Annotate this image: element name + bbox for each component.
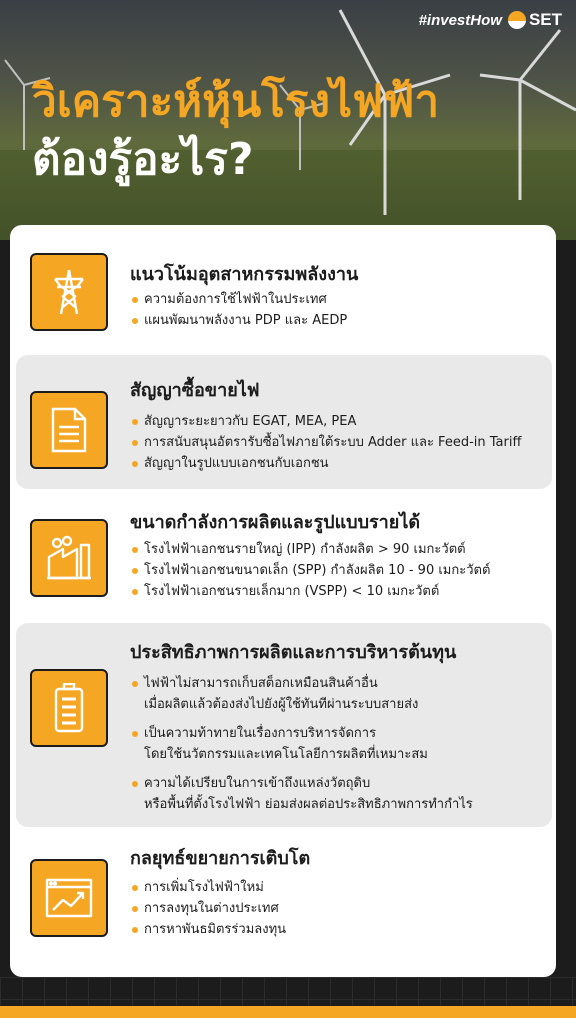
list-item: การลงทุนในต่างประเทศ <box>130 898 286 919</box>
section-heading: ขนาดกำลังการผลิตและรูปแบบรายได้ <box>130 512 421 533</box>
list-item: แผนพัฒนาพลังงาน PDP และ AEDP <box>130 310 347 331</box>
page-subtitle: ต้องรู้อะไร? <box>32 134 254 185</box>
brand-header <box>419 10 562 30</box>
bullet-list <box>130 539 490 602</box>
section-efficiency-cost <box>16 623 552 827</box>
list-item: การหาพันธมิตรร่วมลงทุน <box>130 919 286 940</box>
factory-icon <box>30 519 108 597</box>
bullet-list <box>130 877 286 940</box>
power-tower-icon <box>30 253 108 331</box>
list-item: สัญญาในรูปแบบเอกชนกับเอกชน <box>130 453 521 474</box>
section-power-purchase-agreement <box>16 355 552 489</box>
page-title: วิเคราะห์หุ้นโรงไฟฟ้า <box>32 76 440 127</box>
list-item: ความได้เปรียบในการเข้าถึงแหล่งวัตถุดิบ หรือพื้นที่ตั้งโรงไฟฟ้า ย่อมส่งผลต่อประสิทธิภาพการทำกำไร <box>130 773 473 815</box>
section-heading: กลยุทธ์ขยายการเติบโต <box>130 848 311 869</box>
set-logo-text: SET <box>528 10 562 29</box>
section-industry-trend <box>10 225 556 353</box>
battery-icon <box>30 669 108 747</box>
list-item: โรงไฟฟ้าเอกชนรายเล็กมาก (VSPP) < 10 เมกะวัตต์ <box>130 581 490 602</box>
list-item: สัญญาระยะยาวกับ EGAT, MEA, PEA <box>130 411 521 432</box>
section-growth-strategy <box>10 829 556 977</box>
section-capacity-revenue <box>10 491 556 621</box>
list-item: ไฟฟ้าไม่สามารถเก็บสต็อกเหมือนสินค้าอื่น เมื่อผลิตแล้วต้องส่งไปยังผู้ใช้ทันทีผ่านระบบสายส่ง <box>130 673 473 715</box>
set-logo <box>508 10 562 30</box>
list-item: การสนับสนุนอัตรารับซื้อไฟภายใต้ระบบ Adder และ Feed-in Tariff <box>130 432 521 453</box>
list-item: โรงไฟฟ้าเอกชนรายใหญ่ (IPP) กำลังผลิต > 90 เมกะวัตต์ <box>130 539 490 560</box>
list-item: การเพิ่มโรงไฟฟ้าใหม่ <box>130 877 286 898</box>
hero-banner <box>0 0 576 240</box>
footer-accent-bar <box>0 1006 576 1018</box>
list-item: เป็นความท้าทายในเรื่องการบริหารจัดการ โดยใช้นวัตกรรมและเทคโนโลยีการผลิตที่เหมาะสม <box>130 723 473 765</box>
set-logo-icon <box>508 11 526 29</box>
document-icon <box>30 391 108 469</box>
bullet-list <box>130 411 521 474</box>
list-item: โรงไฟฟ้าเอกชนขนาดเล็ก (SPP) กำลังผลิต 10 - 90 เมกะวัตต์ <box>130 560 490 581</box>
growth-chart-icon <box>30 859 108 937</box>
hashtag: #investHow <box>418 11 502 29</box>
section-heading: แนวโน้มอุตสาหกรรมพลังงาน <box>130 264 359 285</box>
section-heading: ประสิทธิภาพการผลิตและการบริหารต้นทุน <box>130 642 457 663</box>
bullet-list <box>130 673 473 815</box>
bullet-list <box>130 289 347 331</box>
content-card <box>10 225 556 977</box>
section-heading: สัญญาซื้อขายไฟ <box>130 380 260 401</box>
list-item: ความต้องการใช้ไฟฟ้าในประเทศ <box>130 289 347 310</box>
